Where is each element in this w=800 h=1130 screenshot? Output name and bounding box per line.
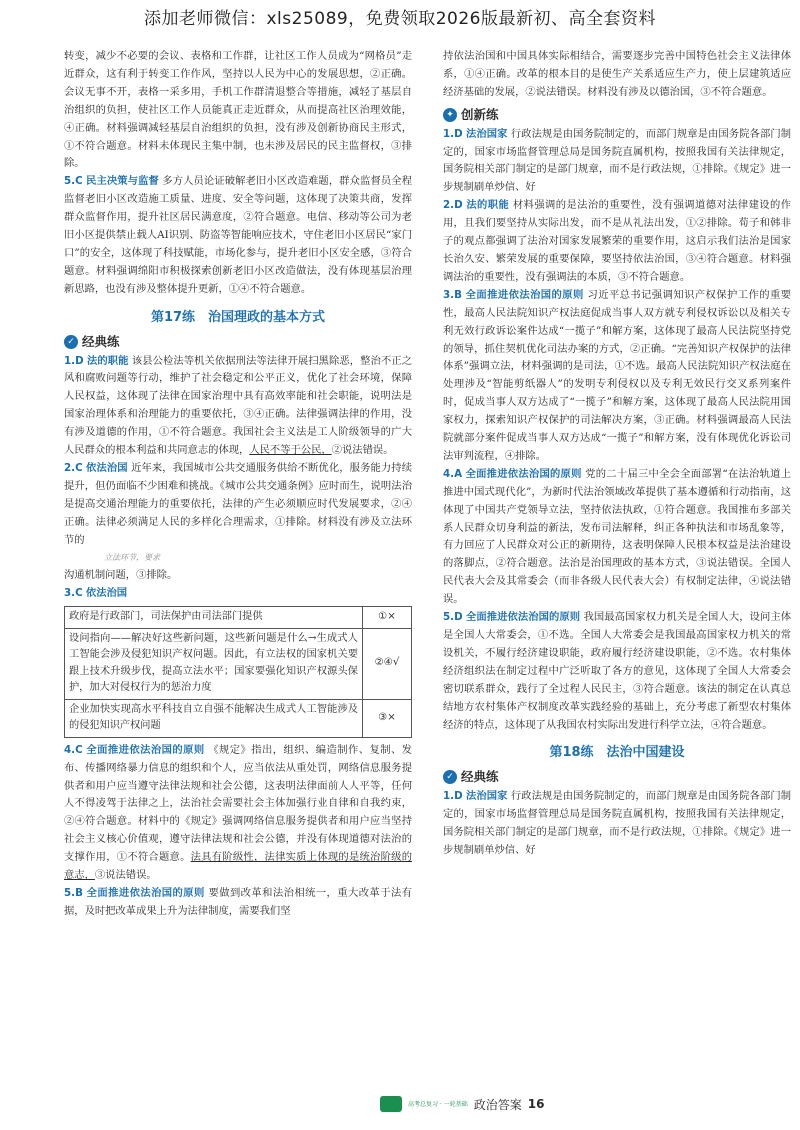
answer-number: 3.C [64, 587, 83, 600]
answer-number: 5.B [64, 886, 83, 899]
check-icon: ✓ [443, 770, 457, 784]
table-mark: ①× [363, 607, 412, 629]
logo-text: 高考总复习 · 一轮基础 [408, 1100, 468, 1108]
answer-text: 多方人员论证破解老旧小区改造难题，群众监督员全程监督老旧小区改造施工质量、进度、安全等问题，这体现了决策共商，发挥群众监督作用，提升社区居民满意度，②符合题意。电信、移动等公司为老旧小区提供禁止载人AI识别、防盗等智能响应技术，守住老旧小区居民“家门口”的安全，这体现了科技赋能，市场化参与，提升老旧小区安全感，③符合题意。材料强调绵阳市积极探索创新老旧小区改造做法，没有体现基层治理新思路，也没有涉及整体提升更新，①④不符合题意。 [64, 175, 413, 295]
answer-item [64, 585, 412, 603]
topic-tag: 全面推进依法治国的原则 [86, 743, 205, 756]
answer-number: 5.C [64, 175, 83, 188]
topic-tag: 法的职能 [86, 354, 129, 367]
table-mark: ③× [363, 699, 412, 737]
topic-tag: 民主决策与监督 [86, 175, 159, 188]
table-row [65, 699, 412, 737]
answer-number: 4.A [443, 467, 463, 480]
answer-number: 3.B [443, 288, 462, 301]
answer-text: 我国最高国家权力机关是全国人大，设问主体是全国人大常委会，①不选。全国人大常委会是我国最高国家权力机关的常设机关，不履行经济建设职能，政府履行经济建设职能，②不选。农村集体经济组织法在制定过程中广泛听取了各方的意见，这体现了全国人大常委会密切联系群众，践行了全过程人民民主，③符合题意。该法的制定在认真总结地方农村集体产权制度改革实践经验的基础上，充分考虑了新型农村集体经济的特点，这体现了从我国农村实际出发进行科学立法，④符合题意。 [443, 611, 792, 731]
underlined-text: 法具有阶级性，法律实质上体现的是统治阶级的意志， [64, 851, 413, 882]
topic-tag: 全面推进依法治国的原则 [86, 886, 205, 899]
table-cell: 企业加快实现高水平科技自立自强不能解决生成式人工智能涉及的侵犯知识产权问题 [65, 699, 363, 737]
book-logo-icon [380, 1096, 402, 1112]
answer-item [443, 788, 791, 860]
answer-text-end: 沟通机制问题，③排除。 [64, 569, 178, 582]
topic-tag: 法的职能 [466, 199, 510, 212]
section-title: 第17练 治国理政的基本方式 [150, 309, 326, 325]
answer-text: 行政法规是由国务院制定的，而部门规章是由国务院各部门制定的，国家市场监督管理总局是国务院直属机构，按照我国有关法律规定，国务院相关部门制定的是部门规章，而不是行政法规，①排除。《规定》进一步规制刷单炒信、好 [443, 127, 791, 194]
topic-tag: 法治国家 [465, 127, 508, 140]
answer-number: 2.D [443, 199, 463, 212]
answer-item [64, 885, 412, 921]
footer-label: 政治答案 [473, 1097, 522, 1112]
answer-item [64, 742, 412, 885]
check-icon: ✓ [64, 335, 78, 349]
subsection-title [64, 333, 412, 351]
answer-text-end: ②说法错误。 [331, 444, 394, 457]
lightbulb-icon: ✦ [443, 108, 457, 122]
topic-tag: 依法治国 [85, 587, 128, 600]
answer-number: 2.C [64, 461, 83, 474]
subsection-title [443, 106, 791, 124]
answer-item [443, 126, 791, 198]
answer-text: 习近平总书记强调知识产权保护工作的重要性，最高人民法院知识产权法庭促成当事人双方就专利侵权诉讼以及相关专利无效行政诉讼案件达成“一揽子”和解方案，这体现了最高人民法院坚持党的领导，抓住契机优化司法办案的方式，②正确。“完善知识产权保护的法律体系”强调立法，材料强调的是司法，①不选。最高人民法院知识产权法庭在处理涉及“智能剪纸器人”的发明专利侵权以及专利无效民行交叉系列案件时，促成当事人双方达成了“一揽子”和解方案，这体现了最高人民法院用国家权力，探索知识产权保护的司法解决方案，③正确。材料强调最高人民法院就部分案件促成当事人双方达成“一揽子”和解方案，没有体现优化诉讼司法审判流程，④排除。 [443, 288, 792, 462]
paragraph: 转变，减少不必要的会议、表格和工作群，让社区工作人员成为“网格员”走近群众，这有利于转变工作作风，坚持以人民为中心的发展思想，②正确。会议无事不开，表格一采多用，手机工作群清退整合等措施，减轻了基层自治组织的负担，使社区工作人员能真正走近群众，从而提高社区治理效能，④正确。材料强调减轻基层自治组织的负担，没有涉及创新协商民主形式，①不符合题意。材料未体现民主集中制，也未涉及居民的民主监督权，③排除。 [64, 50, 412, 170]
topic-tag: 全面推进依法治国的原则 [465, 467, 582, 480]
answer-item [443, 609, 791, 734]
topic-tag: 依法治国 [86, 461, 128, 474]
answer-item [64, 173, 412, 298]
topic-tag: 全面推进依法治国的原则 [465, 611, 581, 624]
subsection-label: 创新练 [461, 106, 499, 122]
watermark-banner: 添加老师微信：xls25089，免费领取2026版最新初、高全套资料 [144, 9, 656, 29]
answer-item [443, 287, 791, 466]
answer-item [64, 460, 412, 550]
answer-text: 该县公检法等机关依据刑法等法律开展扫黑除恶，整治不正之风和腐败问题等行动，维护了社会稳定和公平正义，优化了社会环境，保障人民权益，这体现了法律在国家治理中具有高效率能和社会职能，说明法是国家治理体系和治理能力的重要依托，③④正确。法律强调法律的作用，没有涉及道德的作用，①不符合题意。我国社会主义法是工人阶级领导的广大人民群众的根本利益和共同意志的体现， [64, 354, 412, 457]
answer-number: 1.D [443, 790, 463, 803]
answer-text: 《规定》指出，组织、编造制作、复制、发布、传播网络暴力信息的组织和个人，应当依法从重处罚，网络信息服务提供者和用户应当遵守法律法规和社会公德，这表明法律面前人人平等，任何人不得凌驾于法律之上，法治社会需要社会主体加强行业自律和自我约束，②④符合题意。材料中的《规定》强调网络信息服务提供者和用户应当坚持社会主义核心价值观，遵守法律法规和社会公德，并没有体现道德对法治的支撑作用，①不符合题意。 [64, 743, 413, 864]
answer-text: 近年来，我国城市公共交通服务供给不断优化，服务能力持续提升，但仍面临不少困难和挑战。《城市公共交通条例》应时而生，说明法治是提高交通治理能力的重要依托，法律的产生必须顺应时代发展要求，②④正确。法律必须满足人民的多样化合理需求，①排除。材料没有涉及立法环节的 [64, 461, 412, 546]
table-row [65, 628, 412, 699]
answer-text: 行政法规是由国务院制定的，而部门规章是由国务院各部门制定的，国家市场监督管理总局是国务院直属机构，按照我国有关法律规定，国务院相关部门制定的是部门规章，而不是行政法规，①排除。《规定》进一步规制刷单炒信、好 [443, 790, 791, 856]
topic-tag: 法治国家 [465, 790, 508, 803]
table-row [65, 607, 412, 629]
subsection-title [443, 768, 791, 786]
topic-tag: 全面推进依法治国的原则 [465, 288, 584, 301]
answer-table [64, 606, 412, 738]
table-cell: 设问指向——解决好这些新问题，这些新问题是什么→生成式人工智能会涉及侵犯知识产权问题。因此，有立法权的国家机关要跟上技术升级步伐，提高立法水平；国家要强化知识产权源头保护，加大对侵权行为的惩治力度 [65, 628, 363, 699]
page-footer [380, 1093, 544, 1115]
answer-item [64, 353, 412, 460]
paragraph: 持依法治国和中国具体实际相结合，需要逐步完善中国特色社会主义法律体系，①④正确。改革的根本目的是使生产关系适应生产力，使上层建筑适应经济基础的发展，②说法错误。材料没有涉及以德治国，③不符合题意。 [443, 50, 791, 98]
right-column [443, 48, 791, 860]
answer-number: 5.D [443, 611, 463, 624]
answer-number: 1.D [443, 127, 463, 140]
answer-number: 1.D [64, 354, 84, 367]
answer-item [443, 466, 791, 609]
subsection-label: 经典练 [82, 333, 120, 349]
left-column [64, 48, 412, 921]
answer-text: 要做到改革和法治相统一，重大改革于法有据，及时把改革成果上升为法律制度，需要我们坚 [64, 886, 413, 917]
answer-text: 材料强调的是法治的重要性，没有强调道德对法律建设的作用，且我们要坚持从实际出发，而不是从礼法出发，①②排除。荀子和韩非子的观点都强调了法治对国家发展繁荣的重要作用，这启示我们法治是国家长治久安、繁荣发展的重要保障，要坚持依法治国，③④符合题意。材料强调法治的重要性，没有强调法的本质，③不符合题意。 [443, 199, 792, 283]
section-title: 第18练 法治中国建设 [549, 745, 685, 761]
table-cell: 政府是行政部门，司法保护由司法部门提供 [65, 607, 363, 629]
subsection-label: 经典练 [461, 769, 499, 785]
table-mark: ②④√ [363, 628, 412, 699]
answer-number: 4.C [64, 743, 83, 756]
answer-text-end: ③说法错误。 [94, 869, 157, 882]
answer-item [443, 197, 791, 287]
handwritten-note: 立法环节，要求 [104, 553, 160, 563]
underlined-text: 人民不等于公民， [249, 444, 332, 457]
page-number: 16 [527, 1097, 545, 1111]
answer-text: 党的二十届三中全会全面部署“在法治轨道上推进中国式现代化”，为新时代法治领域改革提供了基本遵循和行动指南，这体现了中国共产党领导立法，坚持依法执政，①符合题意。我国推布多部关系人民群众切身利益的新法，发布司法解释，纠正各种执法和市场乱象等，有力回应了人民群众对公正的新期待，这表明保障人民根本权益是法治建设的落脚点，②符合题意。法治是治国理政的基本方式，③说法错误。全国人民代表大会及其常委会（而非各级人民代表大会）有权制定法律，④说法错误。 [443, 467, 791, 606]
